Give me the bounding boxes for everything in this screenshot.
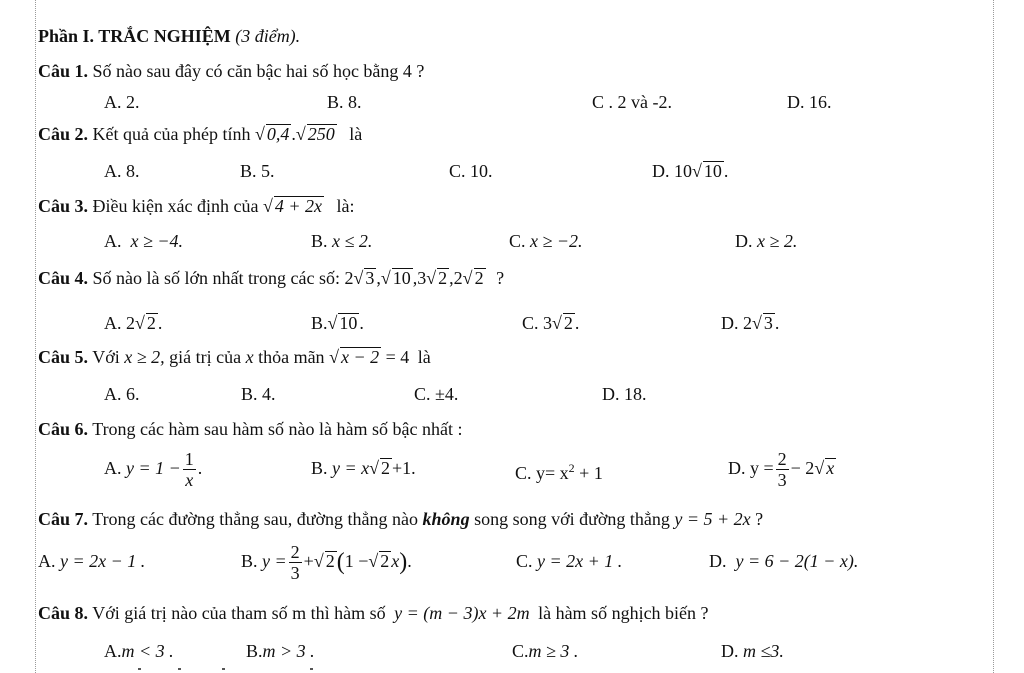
q6-option-b: B. y = x√ 2 +1. [311,458,416,478]
question-text-end: là: [336,196,355,216]
option-label: B. [241,551,258,571]
option-value: x ≥ 2. [757,231,798,251]
q7-option-b: B. y = $\frac{2}{3}$ +√ 2(1 −√ 2 x). [241,542,412,584]
radicand: 4 + 2x [274,196,322,216]
option-label: D. [721,641,739,661]
q8-option-d: D. m ≤3. [721,641,784,661]
option-label: B. [311,231,328,251]
q1-option-a: A. 2. [104,92,140,112]
section-heading [38,25,300,47]
radical-sign: √ [295,124,306,144]
truncated-text-fragment [130,662,340,673]
question-text: Số nào sau đây có căn bậc hai số học bằng 4 ? [92,61,425,81]
q7-option-d: D. y = 6 − 2(1 − x). [709,551,859,571]
radical-sign: √ [692,161,702,181]
question-8 [38,602,709,624]
q5-option-b: B. 4. [241,384,276,404]
q2-option-d [652,160,728,182]
option-label: D. [709,551,727,571]
radicand: 0,4 [266,124,290,144]
question-text-end: là [417,347,431,367]
option-label: A. [104,458,122,478]
q3-option-b [311,230,372,252]
question-text: Với [92,347,120,367]
option-value: x ≤ 2. [332,231,373,251]
question-label: Câu 7. [38,509,89,529]
q5-option-d: D. 18. [602,384,647,404]
question-label: Câu 5. [38,347,89,367]
q1-option-c: C . 2 và -2. [592,92,672,112]
q7-option-a: A. y = 2x − 1 . [38,551,146,571]
fraction: $\frac{2}{3}$ [777,449,787,491]
q1-option-d: D. 16. [787,92,832,112]
q8-option-b: B.m > 3 . [246,641,315,661]
question-text: song song với đường thẳng [474,509,670,529]
q1-option-b: B. 8. [327,92,362,112]
option-label: D. [721,313,739,333]
equation: y = 5 + 2x [674,509,751,529]
radicand: 10 [703,161,722,181]
question-label: Câu 8. [38,603,89,623]
q7-option-c: C. y = 2x + 1 . [516,551,623,571]
q6-option-a: A. y = 1 − $\frac{1}{x}$ . [104,449,203,491]
q5-option-a: A. 6. [104,384,140,404]
option-label: C. [515,463,532,483]
q3-option-c [509,230,583,252]
radical-sign: √ [262,196,273,216]
question-2 [38,123,362,145]
q6-option-d: D. y = $\frac{2}{3}$ − 2√ x [728,449,835,491]
q3-option-d [735,230,797,252]
equation: y = (m − 3)x + 2m [394,603,530,623]
fraction: $\frac{1}{x}$ [184,449,194,491]
question-text: Với giá trị nào của tham số m thì hàm số [92,603,386,623]
question-label: Câu 2. [38,124,89,144]
option-label: A. [104,231,122,251]
section-points: (3 điểm). [235,26,301,46]
question-label: Câu 4. [38,268,89,288]
question-4 [38,267,504,289]
q2-option-c: C. 10. [449,161,493,181]
question-3 [38,195,354,217]
condition: x ≥ 2, [124,347,165,367]
question-text: Kết quả của phép tính [92,124,251,144]
option-label: A. [104,641,122,661]
question-5: Câu 5. Với x ≥ 2, giá trị của x thỏa mãn √ x − 2 = 4 là [38,347,431,367]
option-label: B. [246,641,263,661]
option-label: C. [512,641,529,661]
question-text: Số nào là số lớn nhất trong các số: [92,268,340,288]
dot: . [291,124,296,144]
option-label: B. [311,458,328,478]
question-label: Câu 6. [38,419,89,439]
radicand: 250 [307,124,335,144]
question-text: Điều kiện xác định của [92,196,259,216]
q8-option-a: A.m < 3 . [104,641,174,661]
question-text-end: là [349,124,363,144]
right-margin-guide [993,0,994,673]
q4-option-a: A. 2√ 2 . [104,313,163,333]
q6-option-c: C. $y= x^2 + 1$ [515,461,603,483]
option-label: C. [509,231,526,251]
option-label: A. [104,313,122,333]
q4-option-c: C. 3√ 2 . [522,313,580,333]
question-1 [38,60,424,82]
question-text: Trong các hàm sau hàm số nào là hàm số bậc nhất : [92,419,463,439]
option-text: D. 10 [652,161,692,181]
question-text: Trong các đường thẳng sau, đường thẳng nào [92,509,419,529]
question-6 [38,418,462,440]
emphasis: không [422,509,470,529]
option-value: x ≥ −4. [130,231,184,251]
question-text-end: là hàm số nghịch biến ? [538,603,709,623]
radical-sign: √ [254,124,265,144]
option-label: D. [735,231,753,251]
question-label: Câu 1. [38,61,89,81]
q2-option-a: A. 8. [104,161,140,181]
question-text-end: ? [496,268,505,288]
q4-option-d: D. 2√ 3 . [721,313,780,333]
section-title: Phần I. TRẮC NGHIỆM [38,26,231,46]
question-text: thỏa mãn [258,347,325,367]
option-label: B. [311,313,328,333]
radicand: x − 2 [340,347,380,367]
option-label: C. [516,551,533,571]
question-7 [38,508,763,530]
left-margin-guide [35,0,36,673]
q3-option-a [104,230,183,252]
number-list: 2√ 3 ,√ 10 ,3√ 2 ,2√ 2 [344,268,484,288]
option-label: C. [522,313,539,333]
q5-option-c: C. ±4. [414,384,459,404]
equation: = 4 [385,347,410,367]
q4-option-b: B.√ 10 . [311,313,364,333]
question-text-end: ? [755,509,764,529]
question-label: Câu 3. [38,196,89,216]
question-text: giá trị của [169,347,242,367]
fraction: $\frac{2}{3}$ [290,542,300,584]
option-end: . [723,161,729,181]
q2-option-b: B. 5. [240,161,275,181]
variable: x [245,347,254,367]
q8-option-c: C.m ≥ 3 . [512,641,579,661]
option-label: D. [728,458,746,478]
option-label: A. [38,551,56,571]
option-value: x ≥ −2. [530,231,583,251]
